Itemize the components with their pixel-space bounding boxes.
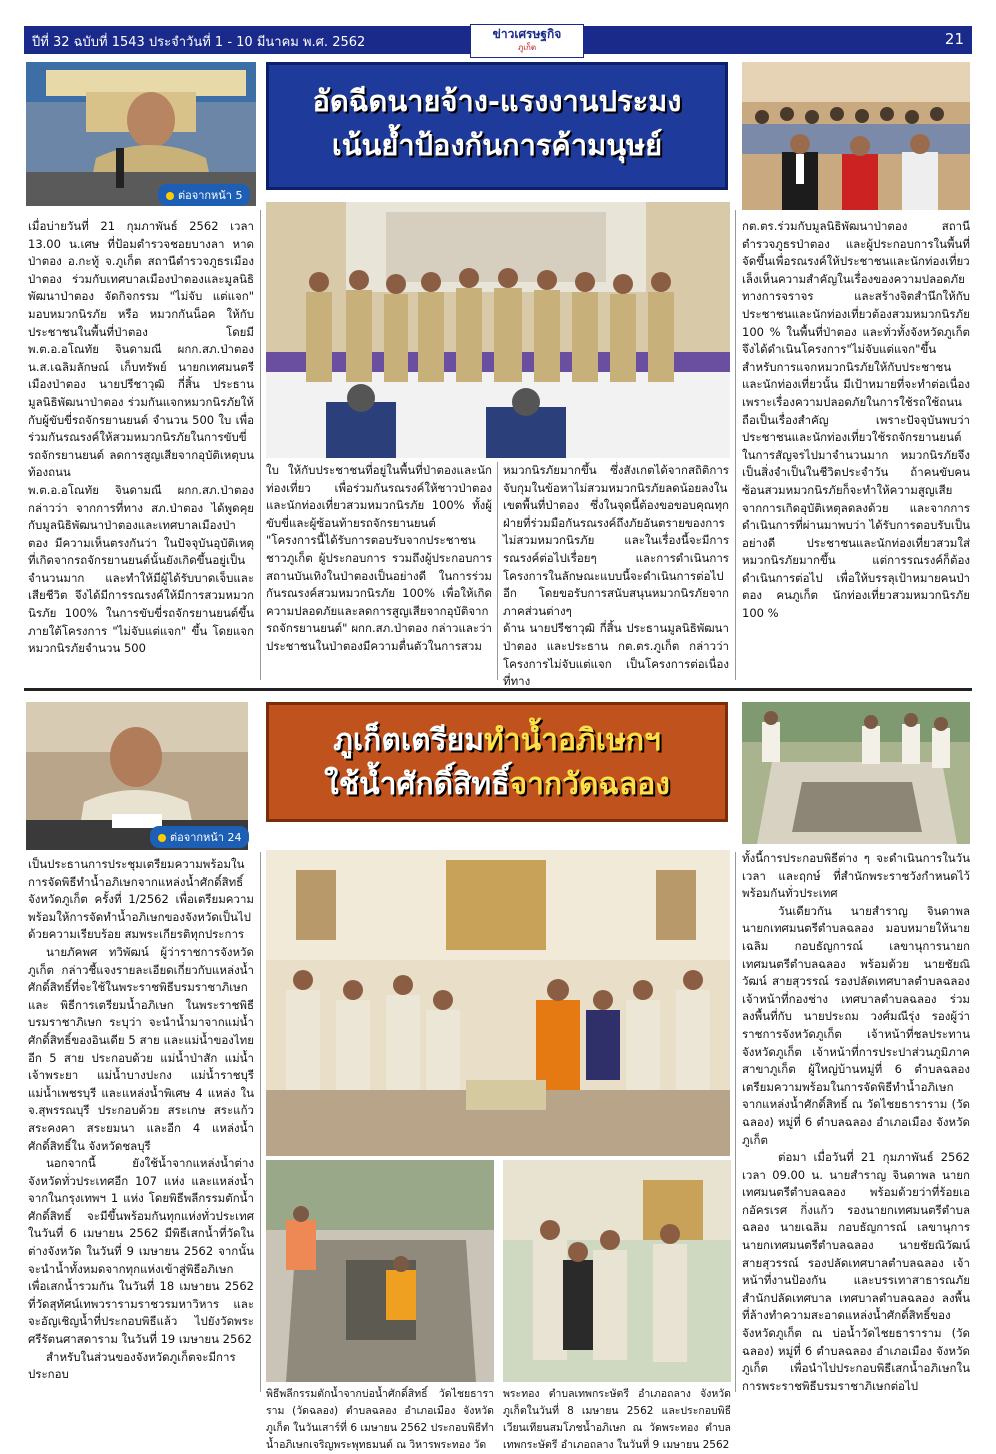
story1-paragraph: สำหรับการแจกหมวกนิรภัยให้กับประชาชนและนักท่องเที่ยวนั้น มีเป้าหมายที่จะทำต่อเนื่อง เพราะเรื่องความปลอดภัยในการใช้รถใช้ถนนถือเป็นเรื่องสำคัญ เพราะปัจจุบันพบว่าประชาชนและนักท่องเที่ยวใช้รถจักรยานยนต์ในการสัญจรไปมาจำนวนมาก หมวกนิรภัยจึงเป็นสิ่งจำเป็นในชีวิตประจำวัน ถ้าคนขับคนซ้อนสวมหมวกนิรภัยก็จะทำให้ความสูญเสียจากการเกิดอุบัติเหตุลดลงด้วย และจากการดำเนินการที่ผ่านมาพบว่า ได้รับการตอบรับเป็นอย่างดี ประชาชนและนักท่องเที่ยวสวมใส่หมวกนิรภัยมากขึ้น แต่การรณรงค์ก็ต้องดำเนินการต่อไป เพื่อให้บรรลุเป้าหมายคนป่าตอง คนภูเก็ต นักท่องเที่ยวสวมหมวกนิรภัย 100 % xyxy=(742,359,970,621)
story2-column-4 xyxy=(742,850,970,1396)
story1-continued-text: ต่อจากหน้า 5 xyxy=(178,189,243,202)
story2-site-visit-photo xyxy=(503,1160,731,1382)
story2-continued-text: ต่อจากหน้า 24 xyxy=(170,831,242,844)
story2-headline-line2-b: จากวัดฉลอง xyxy=(509,767,670,802)
story2-workers-photo xyxy=(266,1160,494,1382)
story1-column-1 xyxy=(28,218,254,678)
column-divider xyxy=(260,210,261,680)
story2-caption-left xyxy=(266,1386,494,1451)
bullet-icon xyxy=(166,192,174,200)
story2-paragraph: นอกจากนี้ ยังใช้น้ำจากแหล่งน้ำต่างจังหวัดทั่วประเทศอีก 107 แห่ง และแหล่งน้ำจากในกรุงเทพฯ 1 แห่ง โดยพิธีพลีกรรมตักน้ำศักดิ์สิทธิ์ จะมีขึ้นพร้อมกันทุกแห่งทั่วประเทศ ในวันที่ 6 เมษายน 2562 มีพิธีเสกน้ำที่วัดในต่างจังหวัด ในวันที่ 9 เมษายน 2562 จากนั้นจะนำน้ำทั้งหมดจากทุกแห่งเข้าสู่พิธีอภิเษก เพื่อเสกน้ำรวมกัน ในวันที่ 18 เมษายน 2562 ที่วัดสุทัศน์เทพวรารามราชวรมหาวิหาร และจะอัญเชิญน้ำที่ประกอบพิธีแล้ว ไปยังวัดพระศรีรัตนศาสดาราม ในวันที่ 19 เมษายน 2562 xyxy=(28,1156,254,1347)
story1-paragraph: ด้าน นายปรีชาวุฒิ กี่สิ้น ประธานมูลนิธิพัฒนาป่าตอง และประธาน กต.ตร.ภูเก็ต กล่าวว่า โครงการไม่จับแต่แจก เป็นโครงการต่อเนื่องที่ทาง xyxy=(503,621,729,689)
story1-column-4 xyxy=(742,218,970,680)
masthead-logo xyxy=(470,24,584,58)
story1-paragraph: พ.ต.อ.อโณทัย จินดามณี ผกก.สภ.ป่าตอง กล่าวว่า จากการที่ทาง สภ.ป่าตอง ได้พูดคุยกับมูลนิธิพัฒนาป่าตองและเทศบาลเมืองป่าตอง มีความเห็นตรงกันว่า ในปัจจุบันอุบัติเหตุที่เกิดจากรถจักรยานยนต์นั้นยังเกิดขึ้นอยู่เป็นจำนวนมาก และทำให้มีผู้ได้รับบาดเจ็บและเสียชีวิต จึงได้มีการรณรงค์ให้มีการสวมหมวกนิรภัย 100% ในการขับขี่รถจักรยานยนต์ขึ้น ภายใต้โครงการ "ไม่จับแต่แจก" ขึ้น โดยแจกหมวกนิรภัยจำนวน 500 xyxy=(28,482,254,656)
story1-headline xyxy=(266,62,728,190)
column-divider xyxy=(260,852,261,1392)
story2-headline-line2-a: ใช้น้ำศักดิ์สิทธิ์ xyxy=(324,767,510,802)
story2-well-inspection-photo xyxy=(742,702,970,844)
story1-headline-line2: เน้นย้ำป้องกันการค้ามนุษย์ xyxy=(331,128,663,162)
story2-paragraph: เป็นประธานการประชุมเตรียมความพร้อมในการจัดพิธีทำน้ำอภิเษกจากแหล่งน้ำศักดิ์สิทธิ์จังหวัดภูเก็ต ครั้งที่ 1/2562 เพื่อเตรียมความพร้อมให้การจัดทำน้ำอภิเษกของจังหวัดเป็นไปด้วยความเรียบร้อย สมพระเกียรติทุกประการ xyxy=(28,857,254,942)
story2-headline xyxy=(266,702,728,822)
story2-paragraph: นายภัคพศ ทวิพัฒน์ ผู้ว่าราชการจังหวัดภูเก็ต กล่าวชี้แจงรายละเอียดเกี่ยวกับแหล่งน้ำศักดิ์สิทธิ์ที่จะใช้ในพระราชพิธีบรมราชาภิเษก และ พิธีการเตรียมน้ำอภิเษก ในพระราชพิธีบรมราชาภิเษก ระบุว่า จะนำน้ำมาจากแม่น้ำศักดิ์สิทธิ์ของอินเดีย 5 สาย และแม่น้ำของไทยอีก 5 สาย ประกอบด้วย แม่น้ำป่าสัก แม่น้ำเจ้าพระยา แม่น้ำบางปะกง แม่น้ำราชบุรี แม่น้ำเพชรบุรี และแหล่งน้ำพิเศษ 4 แหล่ง ใน จ.สุพรรณบุรี ประกอบด้วย สระเกษ สระแก้ว สระคงคา สระยมนา และอีก 4 แหล่งน้ำศักดิ์สิทธิ์ใน จังหวัดชลบุรี xyxy=(28,944,254,1153)
story2-column-1 xyxy=(28,856,254,1396)
masthead-title: ข่าวเศรษฐกิจ xyxy=(492,27,562,41)
issue-info: ปีที่ 32 ฉบับที่ 1543 ประจำวันที่ 1 - 10 มีนาคม พ.ศ. 2562 xyxy=(32,35,366,50)
story2-caption-text: พิธีพลีกรรมตักน้ำจากบ่อน้ำศักดิ์สิทธิ์ วัดไชยธาราราม (วัดฉลอง) ตำบลฉลอง อำเภอเมือง จังหวัดภูเก็ต ในวันเสาร์ที่ 6 เมษายน 2562 ประกอบพิธีทำน้ำอภิเษกเจริญพระพุทธมนต์ ณ วิหารพระทอง วัด xyxy=(266,1388,494,1451)
story1-continued-tag xyxy=(158,184,250,206)
story2-headline-line2 xyxy=(269,763,725,807)
story2-continued-tag xyxy=(150,826,249,848)
story2-headline-line1 xyxy=(269,719,725,763)
story2-caption-right xyxy=(503,1386,731,1451)
story2-headline-line1-a: ภูเก็ตเตรียม xyxy=(333,723,485,758)
story1-paragraph: หมวกนิรภัยมากขึ้น ซึ่งสังเกตได้จากสถิติการจับกุมในข้อหาไม่สวมหมวกนิรภัยลดน้อยลงในเขตพื้นที่ป่าตอง ซึ่งในจุดนี้ต้องขอขอบคุณทุกฝ่ายที่ร่วมมือกันรณรงค์ถึงภัยอันตรายของการไม่สวมหมวกนิรภัย และในเรื่องนี้จะมีการรณรงค์ต่อไปเรื่อยๆ และการดำเนินการโครงการในลักษณะแบบนี้จะดำเนินการต่อไปอีก โดยขอรับการสนับสนุนหมวกนิรภัยจากภาคส่วนต่างๆ xyxy=(503,463,729,618)
story2-paragraph: ต่อมา เมื่อวันที่ 21 กุมภาพันธ์ 2562 เวลา 09.00 น. นายสำราญ จินดาพล นายกเทศมนตรีตำบลฉลอง พร้อมด้วยว่าที่ร้อยเอกอัครเรศ กิ่งแก้ว รองนายกเทศมนตรีตำบลฉลอง นายเฉลิม กอบธัญการณ์ เลขานุการนายกเทศมนตรีตำบลฉลอง นายชัยณิวัฒน์ สายสุวรรณ์ รองปลัดเทศบาลตำบลฉลอง เจ้าหน้าที่งานป้องกัน และบรรเทาสาธารณภัย สำนักปลัดเทศบาล เทศบาลตำบลฉลอง ลงพื้นที่ล้างทำความสะอาดแหล่งน้ำศักดิ์สิทธิ์ของจังหวัดภูเก็ต ณ บ่อน้ำวัดไชยธาราราม (วัดฉลอง) หมู่ที่ 6 ตำบลฉลอง อำเภอเมือง จังหวัดภูเก็ต เพื่อนำไปประกอบพิธีเสกน้ำอภิเษกในการพระราชพิธีบรมราชาภิเษกต่อไป xyxy=(742,1150,970,1393)
story2-paragraph: สำหรับในส่วนของจังหวัดภูเก็ตจะมีการประกอบ xyxy=(28,1349,236,1382)
masthead-subtitle: ภูเก็ต xyxy=(517,43,537,52)
column-divider xyxy=(735,852,736,1392)
story1-audience-photo xyxy=(742,62,970,210)
story2-caption-text: พระทอง ตำบลเทพกระษัตรี อำเภอถลาง จังหวัดภูเก็ตในวันที่ 8 เมษายน 2562 และประกอบพิธีเวียนเทียนสมโภชน้ำอภิเษก ณ วัดพระทอง ตำบลเทพกระษัตรี อำเภอถลาง ในวันที่ 9 เมษายน 2562 xyxy=(503,1388,731,1451)
story1-paragraph: กต.ตร.ร่วมกับมูลนิธิพัฒนาป่าตอง สถานีตำรวจภูธรป่าตอง และผู้ประกอบการในพื้นที่จัดขึ้นเพื่อรณรงค์ให้ประชาชนและนักท่องเที่ยวเล็งเห็นความสำคัญในเรื่องของความปลอดภัยทางการจราจร และสร้างจิตสำนึกให้กับประชาชนและนักท่องเที่ยวต้องสวมหมวกนิรภัย 100 % ในพื้นที่ป่าตอง และทั่วทั้งจังหวัดภูเก็ต จึงได้ดำเนินโครงการ"ไม่จับแต่แจก"ขึ้น xyxy=(742,219,970,357)
story2-paragraph: ทั้งนี้การประกอบพิธีต่าง ๆ จะดำเนินการในวันเวลา และฤกษ์ ที่สำนักพระราชวังกำหนดไว้พร้อมกันทั่วประเทศ xyxy=(742,851,970,901)
bullet-icon xyxy=(158,834,166,842)
story-divider xyxy=(24,688,972,691)
page-header xyxy=(24,26,972,54)
story1-headline-line1: อัดฉีดนายจ้าง-แรงงานประมง xyxy=(312,84,682,118)
column-divider xyxy=(497,462,498,680)
story1-group-photo xyxy=(266,202,730,458)
story1-column-2 xyxy=(266,462,492,680)
story2-headline-line1-b: ทำน้ำอภิเษกฯ xyxy=(484,723,661,758)
story1-paragraph: "โครงการนี้ได้รับการตอบรับจากประชาชนชาวภูเก็ต ผู้ประกอบการ รวมถึงผู้ประกอบการสถานบันเทิงในป่าตองเป็นอย่างดี ในการร่วมกันรณรงค์สวมหมวกนิรภัย 100% เพื่อให้เกิดความปลอดภัยและลดการสูญเสียจากอุบัติจากรถจักรยานยนต์" ผกก.สภ.ป่าตอง กล่าวและว่าประชาชนในป่าตองมีความตื่นตัวในการสวม xyxy=(266,533,492,653)
story1-paragraph: ใบ ให้กับประชาชนที่อยู่ในพื้นที่ป่าตองและนักท่องเที่ยว เพื่อร่วมกันรณรงค์ให้ชาวป่าตองและนักท่องเที่ยวสวมหมวกนิรภัย 100% ทั้งผู้ขับขี่และผู้ซ้อนท้ายรถจักรยานยนต์ xyxy=(266,463,492,530)
story1-column-3 xyxy=(503,462,729,689)
story2-monk-meeting-photo xyxy=(266,850,730,1156)
column-divider xyxy=(735,210,736,680)
story1-paragraph: เมื่อบ่ายวันที่ 21 กุมภาพันธ์ 2562 เวลา 13.00 น.เศษ ที่ป้อมตำรวจชอยบางลา หาดป่าตอง อ.กะทู้ จ.ภูเก็ต สถานีตำรวจภูธรเมืองป่าตอง ร่วมกับเทศบาลเมืองป่าตองและมูลนิธิพัฒนาป่าตอง จัดกิจกรรม "ไม่จับ แต่แจก" มอบหมวกนิรภัย หรือ หมวกกันน็อค ให้กับประชาชนในพื้นที่ป่าตอง โดยมี พ.ต.อ.อโณทัย จินดามณี ผกก.สภ.ป่าตอง น.ส.เฉลิมลักษณ์ เก็บทรัพย์ นายกเทศมนตรีเมืองป่าตอง นายปรีชาวุฒิ กี่สิ้น ประธานมูลนิธิพัฒนาป่าตอง ร่วมกันแจกหมวกนิรภัยให้กับผู้ขับขี่รถจักรยานยนต์ จำนวน 500 ใบ เพื่อร่วมกันรณรงค์ให้สวมหมวกนิรภัยในการขับขี่รถจักรยานยนต์ ลดการสูญเสียจากอุบัติเหตุบนท้องถนน xyxy=(28,219,254,480)
story2-paragraph: วันเดียวกัน นายสำราญ จินดาพล นายกเทศมนตรีตำบลฉลอง มอบหมายให้นายเฉลิม กอบธัญการณ์ เลขานุการนายกเทศมนตรีตำบลฉลอง พร้อมด้วย นายชัยณิวัฒน์ สายสุวรรณ์ รองปลัดเทศบาลตำบลฉลอง เจ้าหน้าที่กองช่าง เทศบาลตำบลฉลอง ร่วมลงพื้นที่กับ นายประถม วงศ์มณีรุ่ง รองผู้ว่าราชการจังหวัดภูเก็ต เจ้าหน้าที่ชลประทานจังหวัดภูเก็ต เจ้าหน้าที่การประปาส่วนภูมิภาค สาขาภูเก็ต ผู้ใหญ่บ้านหมู่ที่ 6 ตำบลฉลอง เตรียมความพร้อมในการจัดพิธีทำน้ำอภิเษกจากแหล่งน้ำศักดิ์สิทธิ์ ณ วัดไชยธาราราม (วัดฉลอง) หมู่ที่ 6 ตำบลฉลอง อำเภอเมือง จังหวัดภูเก็ต xyxy=(742,903,970,1147)
page-number: 21 xyxy=(944,30,964,48)
